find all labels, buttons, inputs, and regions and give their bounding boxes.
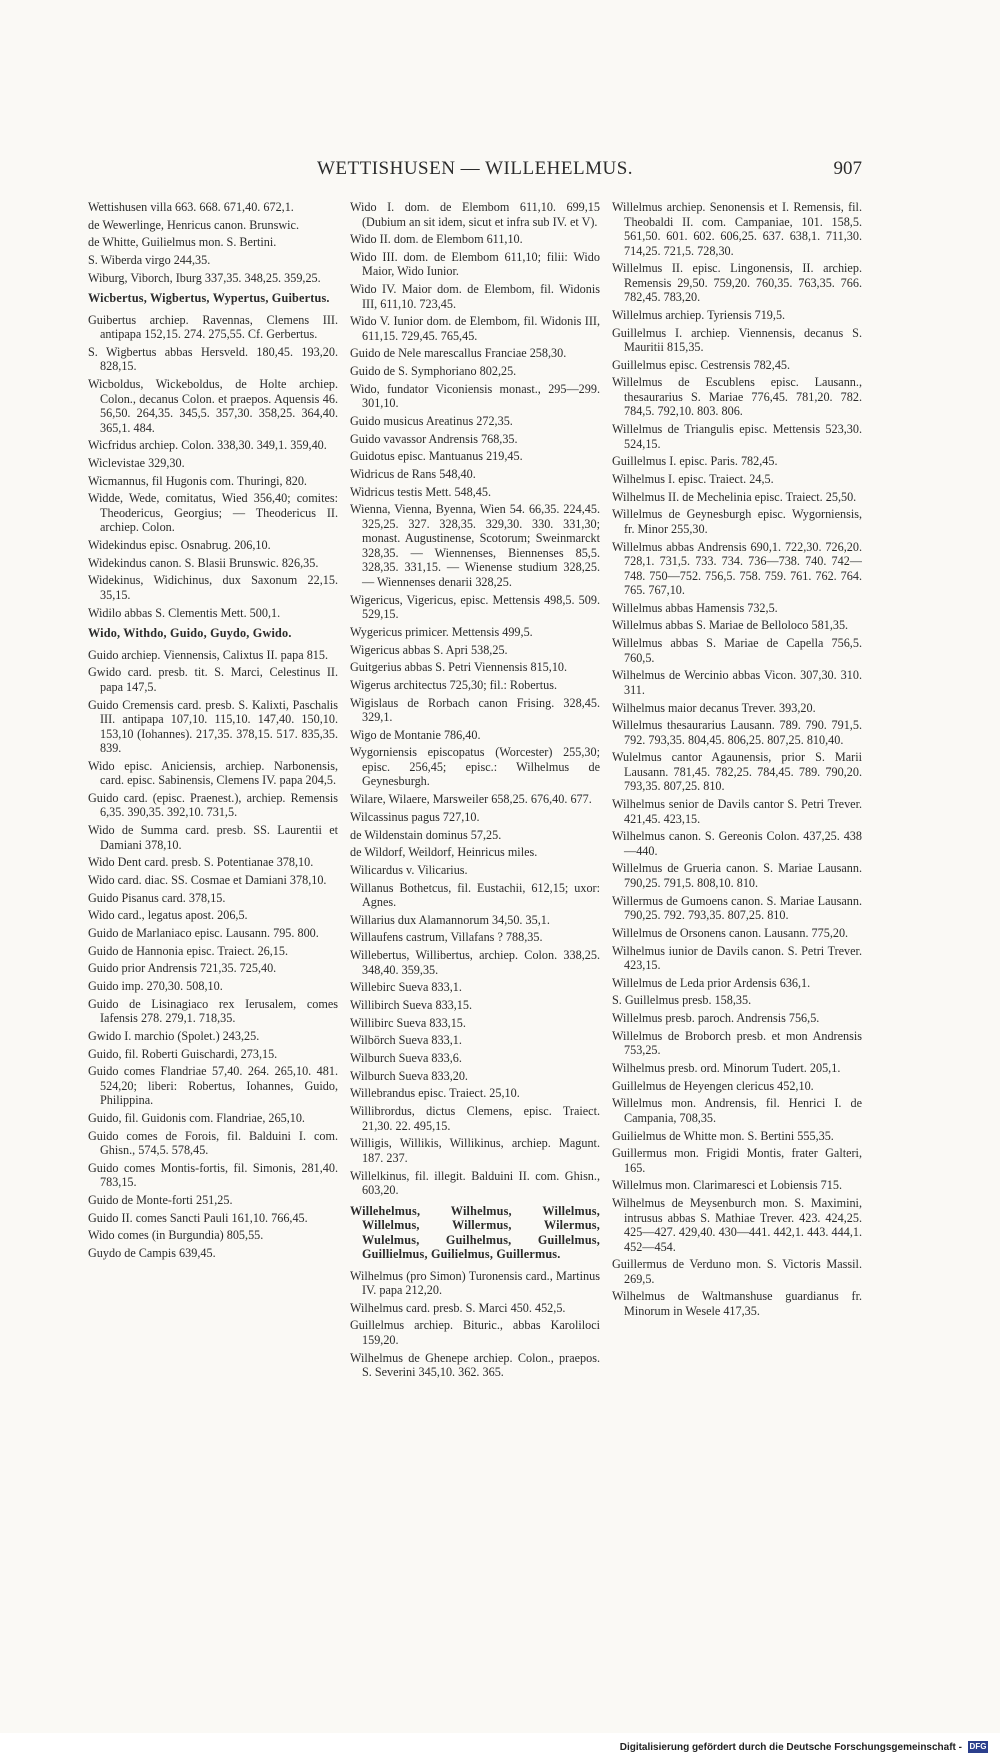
index-entry: Willelmus de Geynesburgh episc. Wygorniensis, fr. Minor 255,30. xyxy=(612,507,862,536)
index-entry: Wido episc. Aniciensis, archiep. Narbonensis, card. episc. Sabinensis, Clemens IV. papa 204,5. xyxy=(88,758,338,788)
index-entry: Wilhelmus iunior de Davils canon. S. Petri Trever. 423,15. xyxy=(612,943,862,972)
index-entry: Wicboldus, Wickeboldus, de Holte archiep. Colon., decanus Colon. et praepos. Aquensis 46. 56,50. 264,35. 345,5. 357,30. 358,25. 364,40. 365,1. 484. xyxy=(88,377,338,435)
index-entry: Wigericus, Vigericus, episc. Mettensis 498,5. 509. 529,15. xyxy=(350,592,600,622)
index-entry: Widricus testis Mett. 548,45. xyxy=(350,484,492,499)
index-entry: de Wewerlinge, Henricus canon. Brunswic. xyxy=(88,217,299,232)
index-entry: Guillelmus archiep. Bituric., abbas Karoliloci 159,20. xyxy=(350,1318,600,1347)
index-entry: Wilhelmus presb. ord. Minorum Tudert. 205,1. xyxy=(612,1060,841,1075)
index-entry: Guibertus archiep. Ravennas, Clemens III. antipapa 152,15. 274. 275,55. Cf. Gerbertus. xyxy=(88,312,338,342)
index-entry: Guido archiep. Viennensis, Calixtus II. papa 815. xyxy=(88,647,329,662)
index-entry: Wilhelmus de Wercinio abbas Vicon. 307,30. 310. 311. xyxy=(612,668,862,697)
index-entry: Wido comes (in Burgundia) 805,55. xyxy=(88,1228,264,1243)
index-entry: Willelmus de Escublens episc. Lausann., thesaurarius S. Mariae 776,45. 781,20. 782. 784,5. 792,10. 803. 806. xyxy=(612,375,862,419)
index-entry: Guidotus episc. Mantuanus 219,45. xyxy=(350,449,523,464)
index-group-heading: Willehelmus, Wilhelmus, Willelmus, Willelmus, Willermus, Wilermus, Wulelmus, Guilhelmus, Guillelmus, Guillielmus, Guilielmus, Guillermus. xyxy=(350,1203,600,1261)
index-entry: Wulelmus cantor Agaunensis, prior S. Marii Lausann. 781,45. 782,25. 784,45. 789. 790,20. 793,35. 807,25. 810. xyxy=(612,750,862,794)
index-entry: Wicfridus archiep. Colon. 338,30. 349,1. 359,40. xyxy=(88,438,327,453)
index-entry: Willelmus de Broborch presb. et mon Andrensis 753,25. xyxy=(612,1028,862,1058)
index-entry: Guido Cremensis card. presb. S. Kalixti, Paschalis III. antipapa 107,10. 115,10. 147,40. 150,10. 153,10 (Iohannes). 217,35. 378,15. 517. 835,35. 839. xyxy=(88,697,338,755)
index-entry: S. Wigbertus abbas Hersveld. 180,45. 193,20. 828,15. xyxy=(88,344,338,374)
index-entry: Guido card. (episc. Praenest.), archiep. Remensis 6,35. 390,35. 392,10. 731,5. xyxy=(88,790,338,820)
index-entry: Willigis, Willikis, Willikinus, archiep. Magunt. 187. 237. xyxy=(350,1136,600,1165)
index-entry: Willelmus archiep. Tyriensis 719,5. xyxy=(612,307,786,322)
page-header xyxy=(88,158,862,188)
index-entry: S. Guillelmus presb. 158,35. xyxy=(612,993,752,1008)
index-column-3 xyxy=(612,200,862,1720)
index-entry: Widekindus episc. Osnabrug. 206,10. xyxy=(88,538,271,553)
index-entry: Guydo de Campis 639,45. xyxy=(88,1246,216,1261)
index-entry: Willelmus archiep. Senonensis et I. Remensis, fil. Theobaldi II. com. Campaniae, 101. 158,5. 561,50. 601. 602. 606,25. 637. 638,1. 711,30. 714,25. 721,5. 728,30. xyxy=(612,200,862,258)
index-entry: Widekindus canon. S. Blasii Brunswic. 826,35. xyxy=(88,555,319,570)
index-entry: Wienna, Vienna, Byenna, Wien 54. 66,35. 224,45. 325,25. 327. 328,35. 329,30. 330. 331,30; monast. Augustinense, Scotorum; Sweinmarckt 328,35. — Wiennenses, Biennenses 85,5. 328,35. 331,15. — Wienense studium 328,25. — Wiennenses denarii 328,25. xyxy=(350,502,600,589)
index-entry: Wygericus primicer. Mettensis 499,5. xyxy=(350,624,533,639)
index-column-2 xyxy=(350,200,600,1720)
index-entry: Widde, Wede, comitatus, Wied 356,40; comites: Theodericus, Georgius; — Theodericus II. archiep. Colon. xyxy=(88,491,338,535)
index-entry: Willibirch Sueva 833,15. xyxy=(350,998,473,1012)
index-column-1 xyxy=(88,200,338,1720)
index-entry: Guido, fil. Roberti Guischardi, 273,15. xyxy=(88,1046,278,1061)
index-entry: Wido card., legatus apost. 206,5. xyxy=(88,908,248,923)
index-entry: Guido de Hannonia episc. Traiect. 26,15. xyxy=(88,943,289,958)
index-entry: Wigo de Montanie 786,40. xyxy=(350,727,481,742)
index-entry: Wilhelmus de Ghenepe archiep. Colon., praepos. S. Severini 345,10. 362. 365. xyxy=(350,1350,600,1380)
index-entry: Wigericus abbas S. Apri 538,25. xyxy=(350,642,508,657)
index-group-heading: Wicbertus, Wigbertus, Wypertus, Guibertus. xyxy=(88,291,330,306)
index-entry: Wido II. dom. de Elembom 611,10. xyxy=(350,232,523,247)
index-entry: Wilcassinus pagus 727,10. xyxy=(350,809,480,824)
index-entry: Guillermus mon. Frigidi Montis, frater Galteri, 165. xyxy=(612,1146,862,1175)
index-entry: Willermus de Gumoens canon. S. Mariae Lausann. 790,25. 792. 793,35. 807,25. 810. xyxy=(612,893,862,923)
index-entry: Guido comes de Forois, fil. Balduini I. com. Ghisn., 574,5. 578,45. xyxy=(88,1128,338,1158)
index-entry: Wido IV. Maior dom. de Elembom, fil. Widonis III, 611,10. 723,45. xyxy=(350,282,600,311)
index-entry: Guillelmus I. archiep. Viennensis, decanus S. Mauritii 815,35. xyxy=(612,325,862,355)
index-entry: Wilhelmus card. presb. S. Marci 450. 452,5. xyxy=(350,1300,566,1315)
index-entry: Guilielmus de Whitte mon. S. Bertini 555,35. xyxy=(612,1128,834,1143)
index-entry: Wigislaus de Rorbach canon Frising. 328,45. 329,1. xyxy=(350,695,600,725)
index-entry: Guido II. comes Sancti Pauli 161,10. 766,45. xyxy=(88,1210,308,1225)
index-entry: Wilicardus v. Vilicarius. xyxy=(350,862,468,877)
index-entry: Guido prior Andrensis 721,35. 725,40. xyxy=(88,961,277,976)
index-entry: Wido card. diac. SS. Cosmae et Damiani 378,10. xyxy=(88,872,327,887)
index-entry: Wilhelmus de Waltmanshuse guardianus fr. Minorum in Wesele 417,35. xyxy=(612,1289,862,1318)
index-entry: Wettishusen villa 663. 668. 671,40. 672,1. xyxy=(88,200,294,214)
index-entry: Willelmus de Triangulis episc. Mettensis 523,30. 524,15. xyxy=(612,422,862,451)
index-entry: Wido, fundator Viconiensis monast., 295—299. 301,10. xyxy=(350,381,600,411)
index-entry: Willebirc Sueva 833,1. xyxy=(350,980,462,995)
index-entry: Wiburg, Viborch, Iburg 337,35. 348,25. 359,25. xyxy=(88,270,321,285)
index-entry: Willanus Bothetcus, fil. Eustachii, 612,15; uxor: Agnes. xyxy=(350,880,600,910)
index-entry: Guido, fil. Guidonis com. Flandriae, 265,10. xyxy=(88,1111,305,1125)
index-entry: de Wildenstain dominus 57,25. xyxy=(350,827,502,842)
index-entry: Widricus de Rans 548,40. xyxy=(350,467,476,482)
index-entry: Gwido card. presb. tit. S. Marci, Celestinus II. papa 147,5. xyxy=(88,665,338,694)
index-entry: Guido de Lisinagiaco rex Ierusalem, comes Iafensis 278. 279,1. 718,35. xyxy=(88,996,338,1026)
index-group-heading: Wido, Withdo, Guido, Guydo, Gwido. xyxy=(88,626,292,641)
index-entry: Willelmus thesaurarius Lausann. 789. 790. 791,5. 792. 793,35. 804,45. 806,25. 807,25. 810,40. xyxy=(612,718,862,747)
index-entry: Wido Dent card. presb. S. Potentianae 378,10. xyxy=(88,855,314,870)
index-entry: Guido de Marlaniaco episc. Lausann. 795. 800. xyxy=(88,926,319,940)
index-entry: Wilhelmus senior de Davils cantor S. Petri Trever. 421,45. 423,15. xyxy=(612,797,862,826)
index-entry: Wilare, Wilaere, Marsweiler 658,25. 676,40. 677. xyxy=(350,792,592,807)
index-entry: Willelmus abbas Hamensis 732,5. xyxy=(612,600,778,615)
index-entry: Wicmannus, fil Hugonis com. Thuringi, 820. xyxy=(88,473,307,488)
digitization-footer xyxy=(620,1739,988,1755)
index-entry: Guido comes Montis-fortis, fil. Simonis, 281,40. 783,15. xyxy=(88,1160,338,1190)
index-entry: Willibirc Sueva 833,15. xyxy=(350,1015,466,1030)
index-columns xyxy=(88,200,862,1720)
index-entry: Willelmus abbas S. Mariae de Belloloco 581,35. xyxy=(612,618,849,633)
index-entry: Willelmus de Orsonens canon. Lausann. 775,20. xyxy=(612,925,849,940)
footer-credit: Digitalisierung gefördert durch die Deutsche Forschungsgemeinschaft - xyxy=(619,1741,962,1753)
running-title: WETTISHUSEN — WILLEHELMUS. xyxy=(316,158,634,179)
index-entry: Willelmus de Grueria canon. S. Mariae Lausann. 790,25. 791,5. 808,10. 810. xyxy=(612,861,862,890)
index-entry: Wido I. dom. de Elembom 611,10. 699,15 (Dubium an sit idem, sicut et infra sub IV. et V). xyxy=(350,200,600,229)
index-entry: Wilhelmus maior decanus Trever. 393,20. xyxy=(612,700,816,715)
index-entry: Wilburch Sueva 833,20. xyxy=(350,1068,468,1083)
index-entry: Willelmus abbas Andrensis 690,1. 722,30. 726,20. 728,1. 731,5. 733. 734. 736—738. 740. 742—748. 750—752. 756,5. 758. 759. 761. 762. 764. 765. 767,10. xyxy=(612,539,862,598)
index-entry: Widilo abbas S. Clementis Mett. 500,1. xyxy=(88,605,281,620)
index-entry: Guido de Monte-forti 251,25. xyxy=(88,1193,233,1208)
index-entry: Guido Pisanus card. 378,15. xyxy=(88,890,226,905)
index-entry: Guido musicus Areatinus 272,35. xyxy=(350,414,513,428)
index-entry: Guido vavassor Andrensis 768,35. xyxy=(350,431,518,446)
index-entry: Wigerus architectus 725,30; fil.: Robertus. xyxy=(350,677,557,692)
index-entry: Willibrordus, dictus Clemens, episc. Traiect. 21,30. 22. 495,15. xyxy=(350,1104,600,1133)
index-entry: Guillelmus I. episc. Paris. 782,45. xyxy=(612,454,778,469)
index-entry: Guido comes Flandriae 57,40. 264. 265,10. 481. 524,20; liberi: Robertus, Iohannes, Guido, Philippina. xyxy=(88,1064,338,1108)
index-entry: Willelmus abbas S. Mariae de Capella 756,5. 760,5. xyxy=(612,636,862,665)
index-entry: Willelmus II. episc. Lingonensis, II. archiep. Remensis 29,50. 759,20. 760,35. 763,35. 766. 782,45. 783,20. xyxy=(612,261,862,305)
index-entry: de Wildorf, Weildorf, Heinricus miles. xyxy=(350,845,538,860)
index-entry: S. Wiberda virgo 244,35. xyxy=(88,253,211,268)
index-entry: Guido imp. 270,30. 508,10. xyxy=(88,979,223,994)
index-entry: Willelmus presb. paroch. Andrensis 756,5. xyxy=(612,1011,820,1026)
index-entry: Wygorniensis episcopatus (Worcester) 255,30; episc. 256,45; episc.: Wilhelmus de Geynesburgh. xyxy=(350,745,600,789)
index-entry: Guido de S. Symphoriano 802,25. xyxy=(350,364,517,379)
index-entry: Wido V. Iunior dom. de Elembom, fil. Widonis III, 611,15. 729,45. 765,45. xyxy=(350,314,600,343)
index-entry: Willebertus, Willibertus, archiep. Colon. 338,25. 348,40. 359,35. xyxy=(350,948,600,977)
index-entry: Willebrandus episc. Traiect. 25,10. xyxy=(350,1086,520,1101)
index-entry: Wilhelmus (pro Simon) Turonensis card., Martinus IV. papa 212,20. xyxy=(350,1268,600,1297)
page-number: 907 xyxy=(833,158,862,179)
index-entry: Wido III. dom. de Elembom 611,10; filii: Wido Maior, Wido Iunior. xyxy=(350,249,600,279)
index-entry: Wilbörch Sueva 833,1. xyxy=(350,1033,462,1048)
index-entry: Willarius dux Alamannorum 34,50. 35,1. xyxy=(350,912,550,927)
index-entry: Gwido I. marchio (Spolet.) 243,25. xyxy=(88,1028,260,1043)
index-entry: Willelkinus, fil. illegit. Balduini II. com. Ghisn., 603,20. xyxy=(350,1168,600,1197)
index-entry: Willaufens castrum, Villafans ? 788,35. xyxy=(350,930,543,945)
index-entry: de Whitte, Guilielmus mon. S. Bertini. xyxy=(88,235,277,250)
index-entry: Wiclevistae 329,30. xyxy=(88,456,185,470)
index-entry: Guillermus de Verduno mon. S. Victoris Massil. 269,5. xyxy=(612,1257,862,1286)
index-entry: Guitgerius abbas S. Petri Viennensis 815,10. xyxy=(350,660,568,675)
index-entry: Wilhelmus canon. S. Gereonis Colon. 437,25. 438—440. xyxy=(612,829,862,858)
index-entry: Widekinus, Widichinus, dux Saxonum 22,15. 35,15. xyxy=(88,573,338,602)
index-entry: Wilhelmus II. de Mechelinia episc. Traiect. 25,50. xyxy=(612,489,857,504)
index-entry: Wido de Summa card. presb. SS. Laurentii et Damiani 378,10. xyxy=(88,823,338,852)
index-entry: Guido de Nele marescallus Franciae 258,30. xyxy=(350,346,567,361)
index-entry: Guillelmus de Heyengen clericus 452,10. xyxy=(612,1078,814,1093)
index-entry: Willelmus de Leda prior Ardensis 636,1. xyxy=(612,975,811,990)
index-entry: Guillelmus episc. Cestrensis 782,45. xyxy=(612,357,791,372)
index-entry: Wilburch Sueva 833,6. xyxy=(350,1051,462,1066)
index-entry: Wilhelmus de Meysenburch mon. S. Maximini, intrusus abbas S. Mathiae Trever. 423. 424,25. 425—427. 429,40. 430—441. 442,1. 443. 444,1. 452—454. xyxy=(612,1196,862,1254)
index-entry: Willelmus mon. Clarimaresci et Lobiensis 715. xyxy=(612,1178,843,1193)
dfg-logo-icon: DFG xyxy=(969,1742,987,1751)
index-entry: Willelmus mon. Andrensis, fil. Henrici I. de Campania, 708,35. xyxy=(612,1096,862,1125)
index-entry: Wilhelmus I. episc. Traiect. 24,5. xyxy=(612,472,774,486)
